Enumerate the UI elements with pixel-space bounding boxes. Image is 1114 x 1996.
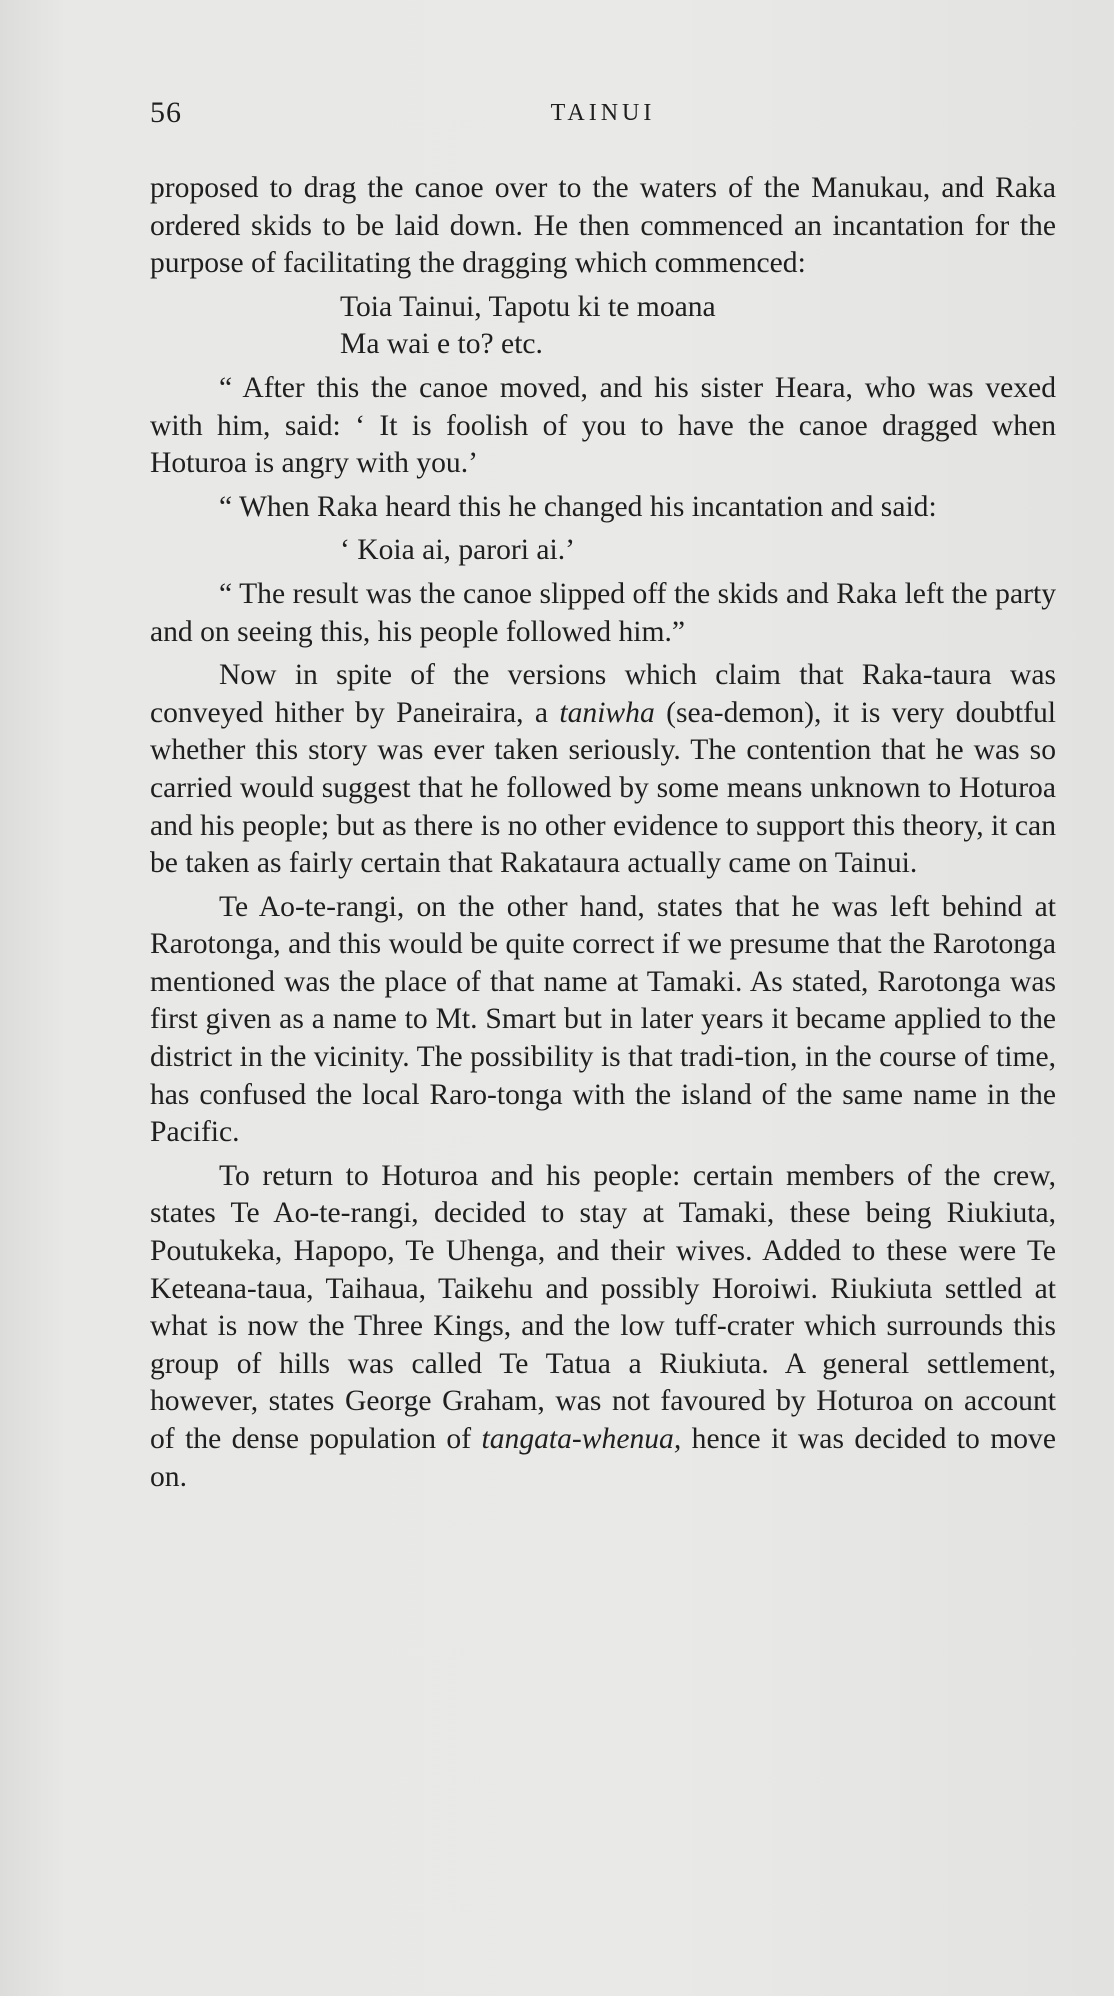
body-text	[150, 170, 1056, 1496]
page-number: 56	[150, 96, 182, 129]
verse-line-3: ‘ Koia ai, parori ai.’	[340, 534, 576, 567]
paragraph-7-text-b: hence it was decided to move on.	[150, 1423, 1056, 1493]
verse-line-1: Toia Tainui, Tapotu ki te moana	[340, 290, 716, 323]
paragraph-5-text-b: (sea-demon), it is very doubtful whether this story was ever taken seriously. The contention that he was so carried would suggest that he followed by some means unknown to Hoturoa and his people; but as there is no other evidence to support this theory, it can be taken as fairly certain that Rakataura actually came on Tainui.	[150, 696, 1056, 880]
paragraph-3: “ When Raka heard this he changed his incantation and said:	[219, 490, 937, 523]
paragraph-5-text-a: Now in spite of the versions which claim that Raka-taura was conveyed hither by Paneiraira, a	[150, 659, 1056, 729]
paragraph-7-text-a: To return to Hoturoa and his people: certain members of the crew, states Te Ao-te-rangi, decided to stay at Tamaki, these being Riukiuta, Poutukeka, Hapopo, Te Uhenga, and their wives. Added to these were Te Keteana-taua, Taihaua, Taikehu and possibly Horoiwi. Riukiuta settled at what is now the Three Kings, and the low tuff-crater which surrounds this group of hills was called Te Tatua a Riukiuta. A general settlement, however, states George Graham, was not favoured by Hoturoa on account of the dense population of	[150, 1159, 1056, 1455]
paragraph-7-italic: tangata-whenua,	[481, 1423, 682, 1455]
paragraph-6: Te Ao-te-rangi, on the other hand, states that he was left behind at Rarotonga, and this would be quite correct if we presume that the Rarotonga mentioned was the place of that name at Tamaki. As stated, Rarotonga was first given as a name to Mt. Smart but in later years it became applied to the district in the vicinity. The possibility is that tradi-tion, in the course of time, has confused the local Raro-tonga with the island of the same name in the Pacific.	[150, 890, 1056, 1149]
paragraph-2: “ After this the canoe moved, and his sister Heara, who was vexed with him, said: ‘ It is foolish of you to have the canoe dragged when Hoturoa is angry with you.’	[150, 371, 1056, 480]
paragraph-4: “ The result was the canoe slipped off the skids and Raka left the party and on seeing this, his people followed him.”	[150, 577, 1056, 648]
verse-line-2: Ma wai e to? etc.	[340, 328, 543, 361]
paragraph-5-italic: taniwha	[559, 696, 655, 729]
paragraph-5	[150, 657, 1056, 883]
paragraph-7	[150, 1158, 1056, 1496]
running-head: TAINUI	[550, 100, 656, 126]
paragraph-1: proposed to drag the canoe over to the waters of the Manukau, and Raka ordered skids to be laid down. He then commenced an incantation for the purpose of facilitating the dragging which commenced:	[150, 172, 1056, 280]
page-header	[150, 96, 1056, 136]
